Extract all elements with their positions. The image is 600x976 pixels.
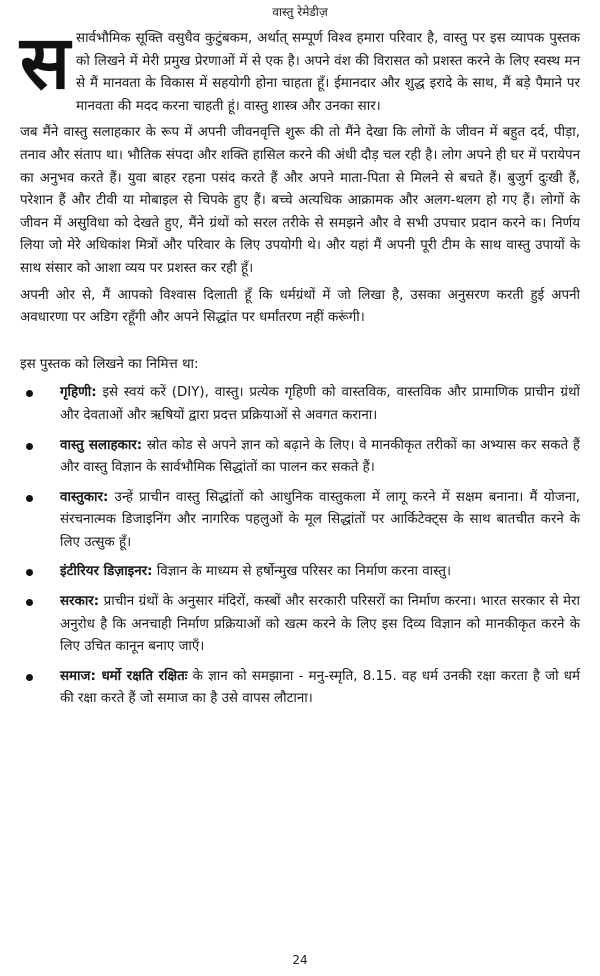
list-item	[20, 382, 580, 427]
list-item-text: के ज्ञान को समझाना - मनु-स्मृति, 8.15. वह धर्म उनकी रक्षा करता है जो धर्म की रक्षा करते हैं जो समाज का है उसे वापस लौटाना।	[60, 668, 581, 707]
list-item	[20, 487, 580, 555]
list-item-text: प्राचीन ग्रंथों के अनुसार मंदिरों, कस्बों और सरकारी परिसरों का निर्माण करना। भारत सरकार से मेरा अनुरोध है कि अनचाही निर्माण प्रक्रियाओं को खत्म करने के लिए इस दिव्य विज्ञान को मानकीकृत करने के लिए उचित कानून बनाए जाएँ।	[60, 594, 580, 655]
bullet-icon	[26, 569, 33, 576]
list-item-term: समाज: धर्मो रक्षति रक्षितः	[60, 668, 188, 684]
list-item-text: उन्हें प्राचीन वास्तु सिद्धांतों को आधुनिक वास्तुकला में लागू करने में सक्षम बनाना। मैं योजना, संरचनात्मक डिजाइनिंग और नागरिक पहलुओं के मूल सिद्धांतों पर आर्किटेक्ट्स के साथ बातचीत करने के लिए उत्सुक हूँ।	[60, 489, 580, 550]
list-item	[20, 666, 580, 711]
running-header: वास्तु रेमेडीज़	[272, 5, 328, 19]
bullet-icon	[26, 495, 33, 502]
paragraph-1-text: सार्वभौमिक सूक्ति वसुधैव कुटुंबकम, अर्थात् सम्पूर्ण विश्व हमारा परिवार है, वास्तु पर इस व्यापक पुस्तक को लिखने में मेरी प्रमुख प्रेरणाओं में से एक है। अपने वंश की विरासत को प्रशस्त करने के लिए स्वस्थ मन से मैं मानवता के विकास में सहयोगी होना चाहता हूँ। ईमानदार और शुद्ध इरादे के साथ, मैं बड़े पैमाने पर मानवता की मदद करना चाहती हूं। वास्तु शास्त्र और उनका सार।	[76, 31, 580, 114]
list-intro: इस पुस्तक को लिखने का निमित्त था:	[20, 356, 199, 372]
drop-cap: स	[20, 20, 71, 106]
list-item-term: वास्तु सलाहकार:	[60, 437, 143, 453]
list-item	[20, 561, 580, 584]
list-item-text: इसे स्वयं करें (DIY), वास्तु। प्रत्येक गृहिणी को वास्तविक, वास्तविक और प्रामाणिक प्राचीन ग्रंथों और देवताओं और ऋषियों द्वारा प्रदत्त प्रक्रियाओं से अवगत कराना।	[60, 385, 580, 423]
list-item-term: गृहिणी:	[60, 385, 97, 401]
bullet-icon	[26, 443, 33, 450]
paragraph-2: जब मैंने वास्तु सलाहकार के रूप में अपनी जीवनवृत्ति शुरू की तो मैंने देखा कि लोगों के जीवन में बहुत दर्द, पीड़ा, तनाव और संताप था। भौतिक संपदा और शक्ति हासिल करने की अंधी दौड़ चल रही है। लोग अपने ही घर में परायेपन का अनुभव करते हैं। युवा बाहर रहना पसंद करते हैं और अपने माता-पिता से मिलने से बचते हैं। बुजुर्ग दुःखी हैं, परेशान हैं और टीवी या मोबाइल से चिपके हुए हैं। बच्चे अत्यधिक आक्रामक और अलग-थलग हो गए हैं। लोगों के जीवन में असुविधा को देखते हुए, मैंने ग्रंथों को सरल तरीके से समझने और वे सभी उपचार प्रदान करने क। निर्णय लिया जो मेरे अधिकांश मित्रों और परिवार के लिए उपयोगी थे। और यहां मैं अपनी पूरी टीम के साथ वास्तु उपायों के साथ संसार को आशा व्यय पर प्रशस्त कर रही हूँ।	[20, 125, 580, 276]
paragraph-1	[20, 20, 580, 118]
list-item-term: वास्तुकार:	[60, 489, 109, 505]
page-body	[20, 20, 581, 718]
bullet-icon	[26, 599, 33, 606]
bullet-icon	[26, 390, 33, 397]
list-item-text: स्रोत कोड से अपने ज्ञान को बढ़ाने के लिए। वे मानकीकृत तरीकों का अभ्यास कर सकते हैं और वास्तु विज्ञान के सार्वभौमिक सिद्धांतों का पालन कर सकते हैं।	[60, 437, 580, 476]
purpose-list	[20, 382, 580, 711]
list-item	[20, 591, 580, 659]
list-item-text: विज्ञान के माध्यम से हर्षोन्मुख परिसर का निर्माण करना वास्तु।	[152, 564, 452, 580]
page-number: 24	[292, 953, 308, 967]
list-item-term: सरकार:	[60, 594, 100, 610]
list-item-term: इंटीरियर डिज़ाइनर:	[60, 564, 153, 580]
bullet-icon	[26, 674, 33, 681]
list-item	[20, 435, 580, 480]
paragraph-3: अपनी ओर से, मैं आपको विश्वास दिलाती हूँ कि धर्मग्रंथों में जो लिखा है, उसका अनुसरण करती हुई अपनी अवधारणा पर अडिग रहूँगी और अपने सिद्धांत पर धर्मांतरण नहीं करूंगी।	[20, 287, 580, 326]
